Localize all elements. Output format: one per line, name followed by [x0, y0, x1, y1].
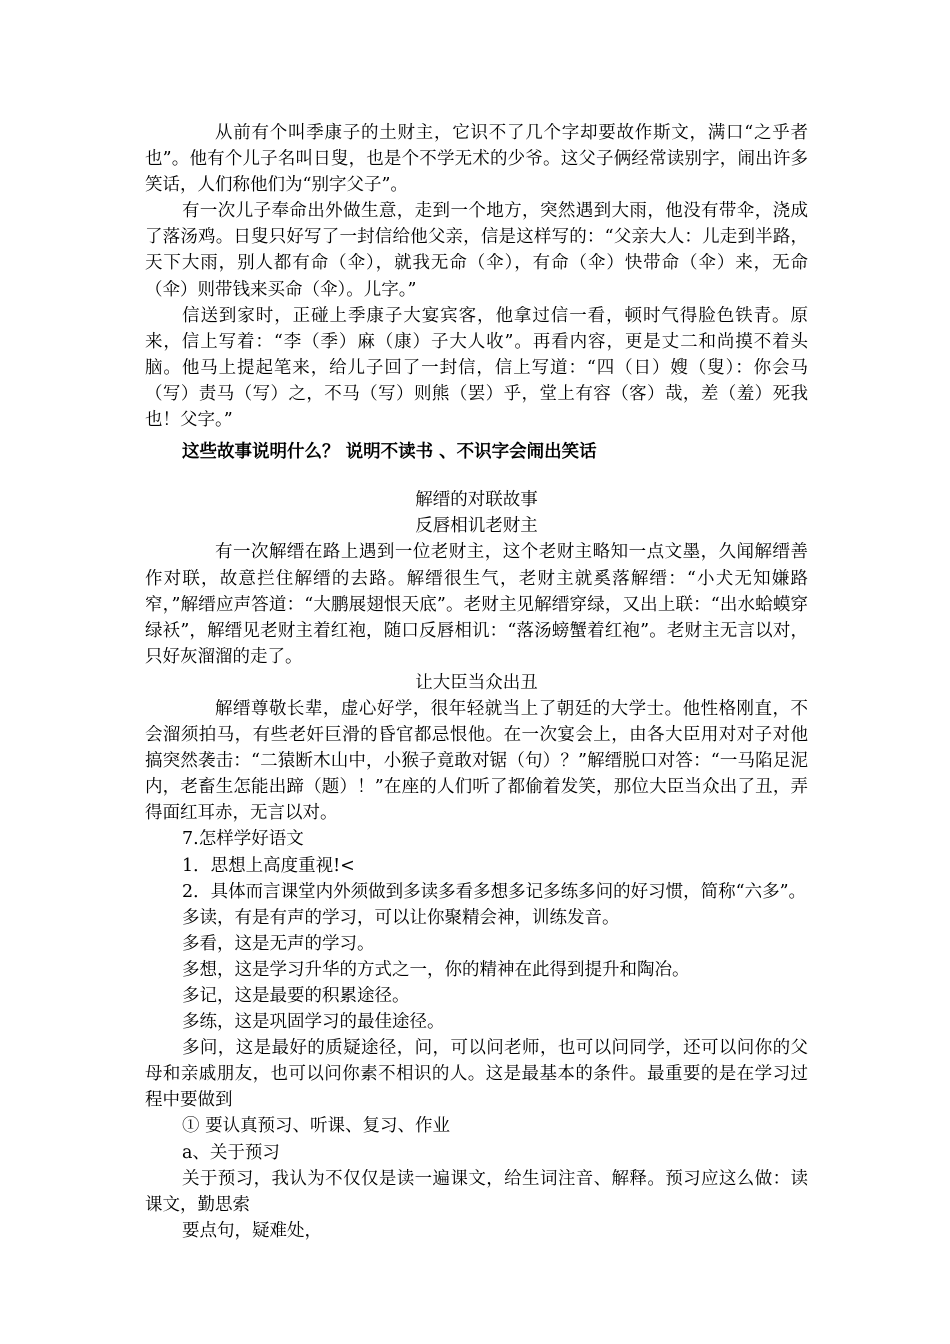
story2-paragraph-2: 解缙尊敬长辈，虚心好学，很年轻就当上了朝廷的大学士。他性格刚直，不会溜须拍马，有些老奸巨滑的昏官都忌恨他。在一次宴会上，由各大臣用对对子对他搞突然袭击：“二猿断木山中，小猴子竟敢对锯（句）？”解缙脱口对答：“一马陷足泥内，老畜生怎能出蹄（题）！”在座的人们听了都偷着发笑，那位大臣当众出了丑，弄得面红耳赤，无言以对。	[145, 698, 808, 824]
story2-title: 解缙的对联故事	[415, 490, 538, 511]
section7-item-1: 1．思想上高度重视!<	[182, 855, 355, 876]
story2-subtitle-2: 让大臣当众出丑	[415, 672, 538, 693]
section7-read: 多读，有是有声的学习，可以让你聚精会神，训练发音。	[182, 907, 620, 928]
story2-subtitle-1: 反唇相讥老财主	[415, 516, 538, 537]
section7-last-line: 要点句，疑难处，	[182, 1220, 322, 1241]
story2-paragraph-1: 有一次解缙在路上遇到一位老财主，这个老财主略知一点文墨，久闻解缙善作对联，故意拦住解缙的去路。解缙很生气，老财主就奚落解缙：“小犬无知嫌路窄，”解缙应声答道：“大鹏展翅恨天底”。老财主见解缙穿绿，又出上联：“出水蛤蟆穿绿袄”，解缙见老财主着红袍，随口反唇相讥：“落汤螃蟹着红袍”。老财主无言以对，只好灰溜溜的走了。	[145, 542, 808, 667]
story1-paragraph-2: 有一次儿子奉命出外做生意，走到一个地方，突然遇到大雨，他没有带伞，浇成了落汤鸡。日叟只好写了一封信给他父亲，信是这样写的：“父亲大人：儿走到半路，天下大雨，别人都有命（伞），就我无命（伞），有命（伞）快带命（伞）来，无命（伞）则带钱来买命（伞）。儿字。”	[145, 201, 808, 300]
section7-ask: 多问，这是最好的质疑途径，问，可以问老师，也可以问同学，还可以问你的父母和亲戚朋友，也可以问你素不相识的人。这是最基本的条件。最重要的是在学习过程中要做到	[145, 1038, 808, 1111]
story1-paragraph-1: 从前有个叫季康子的土财主，它识不了几个字却要故作斯文，满口“之乎者也”。他有个儿子名叫日叟，也是个不学无术的少爷。这父子俩经常读别字，闹出许多笑话，人们称他们为“别字父子”。	[145, 123, 808, 196]
section7-heading: 7.怎样学好语文	[182, 829, 304, 850]
section7-remember: 多记，这是最要的积累途径。	[182, 986, 410, 1006]
story1-paragraph-3: 信送到家时，正碰上季康子大宴宾客，他拿过信一看，顿时气得脸色铁青。原来，信上写着：“李（季）麻（康）子大人收”。再看内容，更是丈二和尚摸不着头脑。他马上提起笔来，给儿子回了一封信，信上写道：“四（日）嫂（叟）：你会马（写）责马（写）之，不马（写）则熊（罢）乎，堂上有容（客）哉，差（羞）死我也！父字。”	[145, 305, 808, 431]
section7-a-heading: a、关于预习	[182, 1142, 280, 1163]
section7-practice: 多练，这是巩固学习的最佳途径。	[182, 1012, 445, 1033]
section7-look: 多看，这是无声的学习。	[182, 933, 375, 954]
story1-question: 这些故事说明什么？ 说明不读书 、不识字会闹出笑话	[182, 442, 597, 463]
section7-preview: 关于预习，我认为不仅仅是读一遍课文，给生词注音、解释。预习应这么做：读课文，勤思索	[145, 1168, 808, 1215]
document-page	[145, 120, 808, 1244]
section7-item-2: 2．具体而言课堂内外须做到多读多看多想多记多练多问的好习惯，简称“六多”。	[182, 881, 807, 902]
section7-circle-1: ① 要认真预习、听课、复习、作业	[182, 1116, 451, 1137]
section7-think: 多想，这是学习升华的方式之一，你的精神在此得到提升和陶冶。	[182, 959, 690, 980]
